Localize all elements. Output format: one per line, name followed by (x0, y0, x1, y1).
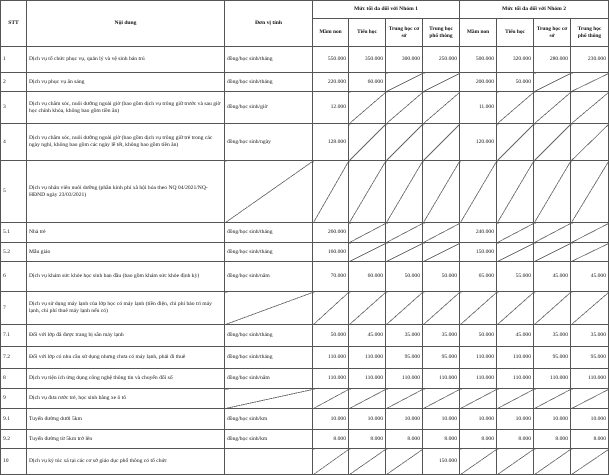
row-content: Tuyến đường dưới 5km (27, 409, 225, 430)
row-stt: 2 (1, 73, 27, 92)
fee-cell-g1: 10.000 (386, 409, 423, 430)
row-unit (225, 449, 313, 475)
fee-cell-empty (534, 161, 571, 223)
fee-cell-g1: 10.000 (313, 409, 349, 430)
row-content: Dịch vụ chăm sóc, nuôi dưỡng ngoài giờ (bao gồm dịch vụ trông giữ trẻ trong các ngày nghỉ, không bao gồm các ngày lễ tết, không bao gồm tiền ăn) (27, 124, 225, 161)
row-content: Dịch vụ tiện ích ứng dụng công nghệ thông tin và chuyển đổi số (27, 369, 225, 389)
fee-cell-g1: 60.000 (349, 73, 386, 92)
fee-cell-g2: 150.000 (460, 243, 497, 262)
table-row (1, 347, 609, 369)
fee-cell-g2: 280.000 (534, 47, 571, 73)
fee-cell-g1: 50.000 (386, 262, 423, 292)
fee-cell-g2: 50.000 (497, 73, 534, 92)
row-stt: 9.1 (1, 409, 27, 430)
fee-cell-g1: 250.000 (423, 47, 460, 73)
row-stt: 5.1 (1, 223, 27, 243)
fee-cell-g1: 10.000 (349, 409, 386, 430)
header-stt: STT (1, 1, 27, 47)
fee-cell-g2: 320.000 (497, 47, 534, 73)
fee-cell-empty (534, 92, 571, 124)
table-row (1, 369, 609, 389)
fee-cell-empty (534, 223, 571, 243)
fee-cell-empty (460, 449, 497, 475)
header-group-1: Mức tối đa đối với Nhóm 1 (313, 1, 460, 19)
row-unit (225, 389, 313, 409)
row-stt: 10 (1, 449, 27, 475)
fee-cell-g2: 230.000 (571, 47, 609, 73)
row-unit (225, 292, 313, 325)
fee-cell-g1: 150.000 (423, 449, 460, 475)
header-g1-primary: Tiểu học (349, 19, 386, 47)
header-g2-primary: Tiểu học (497, 19, 534, 47)
header-content: Nội dung (27, 1, 225, 47)
fee-cell-g1: 8.000 (313, 430, 349, 449)
table-row (1, 223, 609, 243)
fee-cell-empty (534, 389, 571, 409)
fee-cell-g1: 8.000 (423, 430, 460, 449)
fee-cell-empty (497, 161, 534, 223)
row-stt: 5 (1, 161, 27, 223)
fee-cell-g2: 10.000 (460, 409, 497, 430)
row-unit: đồng/học sinh/tháng (225, 347, 313, 369)
row-content: Dịch vụ phục vụ ăn sáng (27, 73, 225, 92)
fee-cell-empty (423, 161, 460, 223)
fee-cell-empty (423, 243, 460, 262)
table-row (1, 325, 609, 347)
row-unit: đồng/học sinh/tháng (225, 47, 313, 73)
table-row (1, 409, 609, 430)
fee-cell-g2: 200.000 (460, 73, 497, 92)
fee-cell-g1: 160.000 (313, 243, 349, 262)
row-content: Mẫu giáo (27, 243, 225, 262)
row-stt: 9.2 (1, 430, 27, 449)
table-row (1, 292, 609, 325)
fee-cell-empty (571, 389, 609, 409)
fee-cell-empty (349, 124, 386, 161)
header-g2-lower-secondary: Trung học cơ sở (534, 19, 571, 47)
header-row-groups (1, 1, 609, 19)
fee-cell-empty (534, 292, 571, 325)
fee-cell-g1: 50.000 (313, 325, 349, 347)
fee-cell-empty (571, 449, 609, 475)
row-unit: đồng/học sinh/ngày (225, 124, 313, 161)
header-g1-upper-secondary: Trung học phổ thông (423, 19, 460, 47)
fee-cell-g1: 10.000 (423, 409, 460, 430)
table-row (1, 449, 609, 475)
fee-cell-empty (313, 389, 349, 409)
fee-cell-g2: 110.000 (460, 347, 497, 369)
fee-cell-empty (386, 161, 423, 223)
fee-cell-g2: 8.000 (571, 430, 609, 449)
fee-cell-g1: 300.000 (386, 47, 423, 73)
fee-cell-empty (386, 124, 423, 161)
table-row (1, 243, 609, 262)
table-row (1, 47, 609, 73)
fee-cell-g2: 10.000 (497, 409, 534, 430)
fee-cell-g2: 50.000 (460, 325, 497, 347)
row-unit: đồng/học sinh/km (225, 409, 313, 430)
fee-cell-g1: 60.000 (349, 262, 386, 292)
row-unit: đồng/học sinh/tháng (225, 73, 313, 92)
row-content: Dịch vụ sử dụng máy lạnh của lớp học có máy lạnh (tiền điện, chi phí bảo trì máy lạnh, chi phí thuê máy lạnh nếu có) (27, 292, 225, 325)
fee-cell-g2: 45.000 (497, 325, 534, 347)
fee-cell-empty (313, 292, 349, 325)
table-row (1, 161, 609, 223)
header-unit: Đơn vị tính (225, 1, 313, 47)
fee-cell-empty (349, 389, 386, 409)
fee-cell-empty (423, 73, 460, 92)
fee-cell-empty (460, 161, 497, 223)
fee-cell-empty (423, 92, 460, 124)
fee-cell-g2: 35.000 (534, 325, 571, 347)
row-content: Tuyến đường từ 5km trở lên (27, 430, 225, 449)
row-unit: đồng/học sinh/tháng (225, 243, 313, 262)
fee-cell-g2: 8.000 (497, 430, 534, 449)
row-unit: đồng/học sinh/năm (225, 262, 313, 292)
fee-cell-g1: 550.000 (313, 47, 349, 73)
fee-cell-g1: 110.000 (313, 369, 349, 389)
fee-cell-empty (423, 223, 460, 243)
fee-cell-empty (386, 243, 423, 262)
row-unit (225, 161, 313, 223)
header-g2-preschool: Mầm non (460, 19, 497, 47)
fee-cell-empty (534, 124, 571, 161)
row-content: Dịch vụ chăm sóc, nuôi dưỡng ngoài giờ (bao gồm dịch vụ trông giữ trước và sau giờ học chính khóa, không bao gồm tiền ăn) (27, 92, 225, 124)
fee-cell-g1: 220.000 (313, 73, 349, 92)
fee-cell-empty (386, 292, 423, 325)
fee-cell-empty (497, 92, 534, 124)
fee-cell-empty (423, 292, 460, 325)
fee-cell-g1: 45.000 (349, 325, 386, 347)
fee-cell-g2: 11.000 (460, 92, 497, 124)
fee-cell-empty (571, 161, 609, 223)
fee-cell-g2: 65.000 (460, 262, 497, 292)
fee-cell-g1: 110.000 (313, 347, 349, 369)
fee-cell-empty (460, 389, 497, 409)
fee-cell-g2: 10.000 (534, 409, 571, 430)
fee-cell-empty (497, 292, 534, 325)
fee-cell-empty (460, 292, 497, 325)
fee-cell-g1: 35.000 (386, 325, 423, 347)
fee-cell-empty (349, 223, 386, 243)
fee-cell-g1: 50.000 (423, 262, 460, 292)
fee-cell-empty (534, 243, 571, 262)
fee-cell-empty (349, 243, 386, 262)
row-content: Đối với lớp có nhu cầu sử dụng nhưng chưa có máy lạnh, phải đi thuê (27, 347, 225, 369)
row-stt: 5.2 (1, 243, 27, 262)
fee-cell-empty (386, 389, 423, 409)
row-stt: 8 (1, 369, 27, 389)
fee-cell-g1: 350.000 (349, 47, 386, 73)
table-row (1, 389, 609, 409)
fee-cell-g2: 110.000 (497, 369, 534, 389)
header-g1-lower-secondary: Trung học cơ sở (386, 19, 423, 47)
fee-cell-empty (497, 223, 534, 243)
table-row (1, 124, 609, 161)
fee-cell-g1: 35.000 (423, 325, 460, 347)
fee-cell-empty (349, 92, 386, 124)
fee-cell-g1: 95.000 (386, 347, 423, 369)
fee-cell-empty (497, 449, 534, 475)
fee-cell-g2: 110.000 (571, 369, 609, 389)
fee-cell-empty (571, 223, 609, 243)
row-stt: 9 (1, 389, 27, 409)
row-unit: đồng/học sinh/km (225, 430, 313, 449)
fee-cell-g2: 110.000 (460, 369, 497, 389)
fee-cell-g2: 95.000 (571, 347, 609, 369)
row-content: Dịch vụ đưa rước trẻ, học sinh bằng xe ô tô (27, 389, 225, 409)
row-stt: 7.2 (1, 347, 27, 369)
fee-cell-g2: 120.000 (460, 124, 497, 161)
fee-cell-empty (534, 449, 571, 475)
header-g1-preschool: Mầm non (313, 19, 349, 47)
table-row (1, 430, 609, 449)
row-content: Dịch vụ khám sức khỏe học sinh ban đầu (bao gồm khám sức khỏe định kỳ) (27, 262, 225, 292)
fee-cell-g2: 110.000 (497, 347, 534, 369)
fee-cell-g1: 8.000 (349, 430, 386, 449)
header-g2-upper-secondary: Trung học phổ thông (571, 19, 609, 47)
row-stt: 6 (1, 262, 27, 292)
fee-cell-g1: 110.000 (349, 347, 386, 369)
fee-cell-g1: 128.000 (313, 124, 349, 161)
fee-cell-g1: 260.000 (313, 223, 349, 243)
row-stt: 7.1 (1, 325, 27, 347)
fee-cell-g1: 70.000 (313, 262, 349, 292)
fee-cell-empty (571, 243, 609, 262)
fee-cell-empty (386, 223, 423, 243)
row-content: Dịch vụ tổ chức phục vụ, quản lý và vệ sinh bán trú (27, 47, 225, 73)
fee-cell-empty (423, 124, 460, 161)
fee-cell-empty (313, 449, 349, 475)
fee-cell-g1: 8.000 (386, 430, 423, 449)
fee-cell-g2: 240.000 (460, 223, 497, 243)
fee-cell-g2: 500.000 (460, 47, 497, 73)
fee-cell-g2: 10.000 (571, 409, 609, 430)
fee-cell-empty (423, 389, 460, 409)
row-stt: 4 (1, 124, 27, 161)
fee-cell-empty (313, 161, 349, 223)
fee-cell-g2: 8.000 (534, 430, 571, 449)
row-stt: 3 (1, 92, 27, 124)
fee-cell-empty (534, 73, 571, 92)
fee-cell-g2: 35.000 (571, 325, 609, 347)
row-stt: 1 (1, 47, 27, 73)
row-unit: đồng/học sinh/tháng (225, 223, 313, 243)
fee-cell-g2: 45.000 (571, 262, 609, 292)
fee-cell-empty (497, 124, 534, 161)
fee-cell-g2: 45.000 (534, 262, 571, 292)
fee-cell-g1: 12.000 (313, 92, 349, 124)
row-unit: đồng/học sinh/tháng (225, 325, 313, 347)
fee-cell-g1: 110.000 (349, 369, 386, 389)
fee-cell-empty (571, 124, 609, 161)
fee-cell-g2: 110.000 (534, 369, 571, 389)
fee-cell-g1: 110.000 (423, 369, 460, 389)
fee-cell-g2: 55.000 (497, 262, 534, 292)
fee-cell-empty (349, 161, 386, 223)
table-row (1, 92, 609, 124)
fee-cell-g1: 95.000 (423, 347, 460, 369)
row-unit: đồng/học sinh/năm (225, 369, 313, 389)
row-unit: đồng/học sinh/giờ (225, 92, 313, 124)
fee-cell-empty (386, 449, 423, 475)
table-row (1, 73, 609, 92)
fee-cell-empty (571, 73, 609, 92)
fee-cell-g1: 110.000 (386, 369, 423, 389)
header-group-2: Mức tối đa đối với Nhóm 2 (460, 1, 609, 19)
fee-table-body (1, 47, 609, 475)
table-row (1, 262, 609, 292)
fee-cell-empty (571, 92, 609, 124)
fee-cell-empty (349, 449, 386, 475)
row-content: Dịch vụ ký túc xá tại các cơ sở giáo dục phổ thông có tổ chức (27, 449, 225, 475)
row-stt: 7 (1, 292, 27, 325)
fee-cell-empty (386, 73, 423, 92)
fee-cell-empty (386, 92, 423, 124)
fee-cell-g2: 95.000 (534, 347, 571, 369)
fee-cell-g2: 8.000 (460, 430, 497, 449)
row-content: Dịch vụ nhân viên nuôi dưỡng (phần kinh phí xã hội hóa theo NQ 04/2021/NQ-HĐND ngày 23/03/2021) (27, 161, 225, 223)
row-content: Nhà trẻ (27, 223, 225, 243)
fee-cell-empty (349, 292, 386, 325)
fee-cell-empty (571, 292, 609, 325)
fee-cell-empty (497, 243, 534, 262)
fee-cell-empty (497, 389, 534, 409)
row-content: Đối với lớp đã được trang bị sẵn máy lạnh (27, 325, 225, 347)
